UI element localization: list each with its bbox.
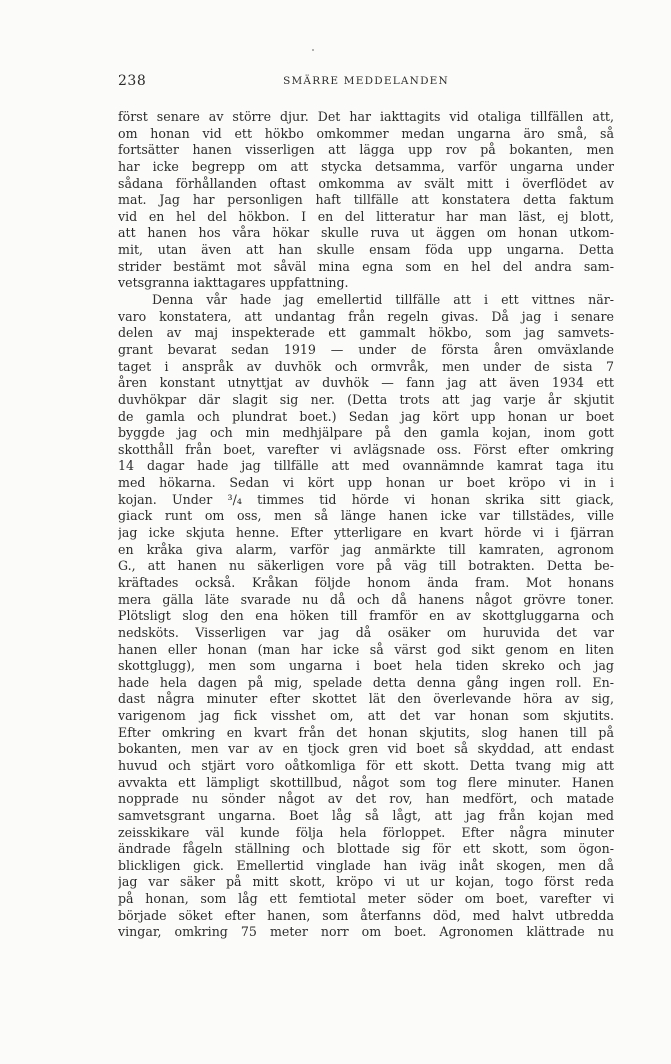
page-header	[118, 73, 614, 93]
text-line: mit, utan även att han skulle ensam föda upp ungarna. Detta	[118, 242, 614, 258]
text-line: kräftades också. Kråkan följde honom ända fram. Mot honans	[118, 574, 614, 590]
text-line: vetsgranna iakttagares uppfattning.	[118, 275, 349, 291]
text-line: byggde jag och min medhjälpare på den gamla kojan, inom gott	[118, 425, 614, 441]
text-line: att hanen hos våra hökar skulle ruva ut äggen om honan utkom-	[118, 225, 614, 241]
text-line: fortsätter hanen visserligen att lägga upp rov på bokanten, men	[118, 142, 614, 158]
text-line: G., att hanen nu säkerligen vore på väg till botrakten. Detta be-	[118, 558, 614, 574]
text-line: Denna vår hade jag emellertid tillfälle att i ett vittnes när-	[152, 292, 614, 308]
text-line: en kråka giva alarm, varför jag anmärkte till kamraten, agronom	[118, 541, 614, 557]
text-line: varigenom jag fick visshet om, att det var honan som skjutits.	[118, 708, 614, 724]
running-head: SMÄRRE MEDDELANDEN	[283, 75, 449, 87]
text-line: hanen eller honan (man har icke så värst god sikt genom en liten	[118, 641, 614, 657]
text-line: 14 dagar hade jag tillfälle att med ovannämnde kamrat taga itu	[118, 458, 614, 474]
text-line: vingar, omkring 75 meter norr om boet. Agronomen klättrade nu	[118, 924, 614, 940]
text-line: avvakta ett lämpligt skottillbud, något som tog flere minuter. Hanen	[118, 774, 614, 790]
text-line: giack runt om oss, men så länge hanen icke var tillstädes, ville	[118, 508, 614, 524]
text-line: kojan. Under ³/₄ timmes tid hörde vi honan skrika sitt giack,	[118, 491, 614, 507]
body-text	[118, 109, 614, 941]
text-line: mera gälla läte svarade nu då och då hanens något grövre toner.	[118, 591, 614, 607]
text-line: varo konstatera, att undantag från regeln givas. Då jag i senare	[118, 308, 614, 324]
text-line: delen av maj inspekterade ett gammalt hökbo, som jag samvets-	[118, 325, 614, 341]
text-line: jag icke skjuta henne. Efter ytterligare en kvart hörde vi i fjärran	[118, 525, 614, 541]
text-line: de gamla och plundrat boet.) Sedan jag kört upp honan ur boet	[118, 408, 614, 424]
text-line: zeisskikare väl kunde följa hela förloppet. Efter några minuter	[118, 824, 614, 840]
text-line: skottglugg), men som ungarna i boet hela tiden skreko och jag	[118, 658, 614, 674]
page-number: 238	[118, 73, 147, 89]
text-line: nopprade nu sönder något av det rov, han medfört, och matade	[118, 791, 614, 807]
text-line: duvhökpar där slagit sig ner. (Detta trots att jag varje år skjutit	[118, 391, 614, 407]
text-line: vid en hel del hökbon. I en del litteratur har man läst, ej blott,	[118, 208, 614, 224]
text-line: jag var säker på mitt skott, kröpo vi ut ur kojan, togo först reda	[118, 874, 614, 890]
text-line: hade hela dagen på mig, spelade detta denna gång ingen roll. En-	[118, 674, 614, 690]
text-line: Efter omkring en kvart från det honan skjutits, slog hanen till på	[118, 724, 614, 740]
text-line: började söket efter hanen, som återfanns död, med halvt utbredda	[118, 907, 614, 923]
text-line: med hökarna. Sedan vi kört upp honan ur boet kröpo vi in i	[118, 475, 614, 491]
text-line: taget i anspråk av duvhök och ormvråk, men under de sista 7	[118, 358, 614, 374]
text-line: strider bestämt mot såväl mina egna som en hel del andra sam-	[118, 258, 614, 274]
text-line: mat. Jag har personligen haft tillfälle att konstatera detta faktum	[118, 192, 614, 208]
text-line: åren konstant utnyttjat av duvhök — fann jag att även 1934 ett	[118, 375, 614, 391]
text-line: först senare av större djur. Det har iakttagits vid otaliga tillfällen att,	[118, 109, 614, 124]
text-line: dast några minuter efter skottet lät den överlevande höra av sig,	[118, 691, 614, 707]
text-line: ändrade fågeln ställning och blottade sig för ett skott, som ögon-	[118, 841, 614, 857]
text-line: om honan vid ett hökbo omkommer medan ungarna äro små, så	[118, 125, 614, 141]
text-line: blickligen gick. Emellertid vinglade han iväg inåt skogen, men då	[118, 857, 614, 873]
speck-mark	[312, 49, 314, 51]
text-line: bokanten, men var av en tjock gren vid boet så skyddad, att endast	[118, 741, 614, 757]
text-line: har icke begrepp om att stycka detsamma, varför ungarna under	[118, 158, 614, 174]
text-line: samvetsgrant ungarna. Boet låg så lågt, att jag från kojan med	[118, 807, 614, 823]
text-line: på honan, som låg ett femtiotal meter söder om boet, varefter vi	[118, 891, 614, 907]
text-line: skotthåll från boet, varefter vi avlägsnade oss. Först efter omkring	[118, 441, 614, 457]
text-line: sådana förhållanden oftast omkomma av svält mitt i överflödet av	[118, 175, 614, 191]
text-line: Plötsligt slog den ena höken till framför en av skottgluggarna och	[118, 608, 614, 624]
text-line: grant bevarat sedan 1919 — under de första åren omväxlande	[118, 341, 614, 357]
text-line: nedsköts. Visserligen var jag då osäker om huruvida det var	[118, 624, 614, 640]
text-line: huvud och stjärt voro oåtkomliga för ett skott. Detta tvang mig att	[118, 757, 614, 773]
